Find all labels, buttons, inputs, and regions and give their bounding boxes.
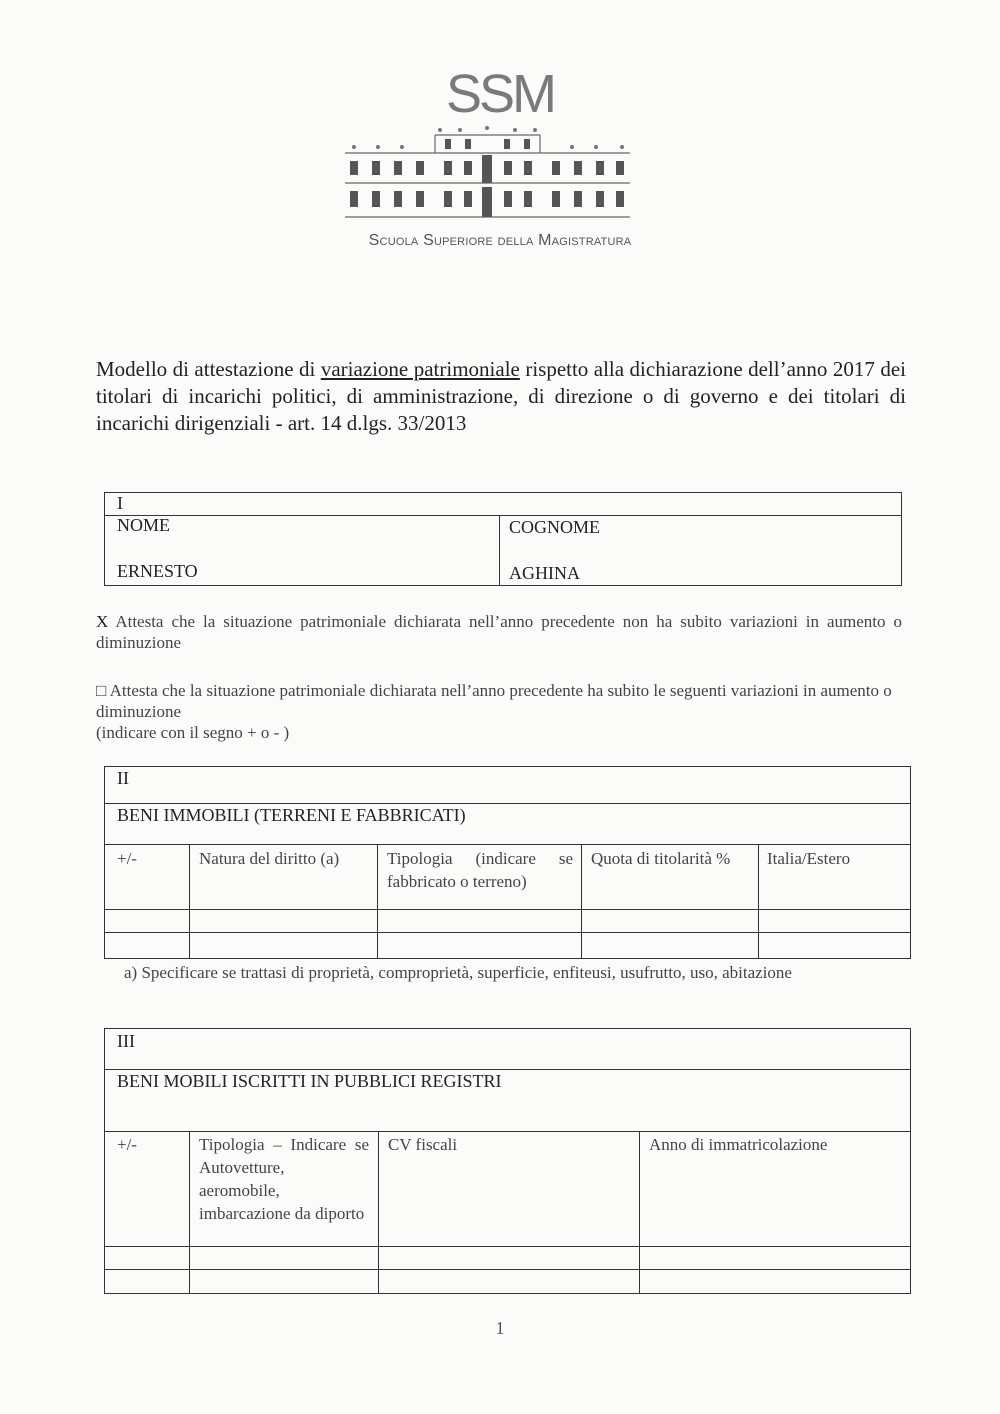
title-part1: Modello di attestazione di [96, 357, 321, 381]
logo-subtitle: Scuola Superiore della Magistratura [368, 232, 632, 249]
cognome-label: COGNOME [509, 517, 601, 537]
document-title [96, 356, 906, 437]
footnote-a: a) Specificare se trattasi di proprietà, comproprietà, superficie, enfiteusi, usufrutto, uso, abitazione [124, 963, 792, 982]
column-tipologia: Tipologia (indicare se fabbricato o terreno) [387, 849, 573, 891]
title-part2: rispetto alla dichiarazione dell’anno 2017 dei titolari di incarichi politici, di amministrazione, di direzione o di governo e dei titolari di incarichi dirigenziali - art. 14 d.lgs. 33/2013 [96, 357, 906, 435]
section-i-table [104, 492, 902, 586]
column-paese: Italia/Estero [767, 849, 851, 868]
attestation-text: Attesta che la situazione patrimoniale dichiarata nell’anno precedente non ha subito variazioni in aumento o diminuzione [96, 612, 902, 652]
building-logo-icon [340, 125, 635, 225]
cognome-value: AGHINA [509, 563, 580, 583]
section-heading: BENI MOBILI ISCRITTI IN PUBBLICI REGISTRI [117, 1071, 502, 1091]
checkbox-marked[interactable]: X [96, 612, 109, 631]
section-iii-table [104, 1028, 911, 1294]
column-anno: Anno di immatricolazione [649, 1135, 828, 1154]
section-number: III [117, 1031, 135, 1051]
attestation-no-change [96, 611, 902, 653]
attestation-text: Attesta che la situazione patrimoniale dichiarata nell’anno precedente ha subito le seguenti variazioni in aumento o diminuzione [96, 681, 892, 721]
column-natura: Natura del diritto (a) [199, 849, 340, 868]
column-tipologia: Tipologia – Indicare se Autovetture, aeromobile, imbarcazione da diporto [199, 1135, 369, 1223]
section-number: I [117, 493, 123, 513]
section-number: II [117, 768, 129, 788]
column-cv-fiscali: CV fiscali [388, 1135, 458, 1154]
title-underlined: variazione patrimoniale [320, 357, 520, 381]
section-ii-table [104, 766, 911, 959]
page-number: 1 [495, 1318, 505, 1338]
checkbox-empty[interactable]: □ [96, 681, 107, 700]
nome-value: ERNESTO [117, 561, 198, 581]
column-quota: Quota di titolarità % [591, 849, 731, 868]
column-sign: +/- [117, 1135, 137, 1154]
section-heading: BENI IMMOBILI (TERRENI E FABBRICATI) [117, 805, 466, 825]
logo-text: SSM [445, 64, 555, 124]
attestation-change [96, 680, 902, 743]
column-sign: +/- [117, 849, 137, 868]
nome-label: NOME [117, 515, 170, 535]
attestation-note: (indicare con il segno + o - ) [96, 723, 290, 742]
